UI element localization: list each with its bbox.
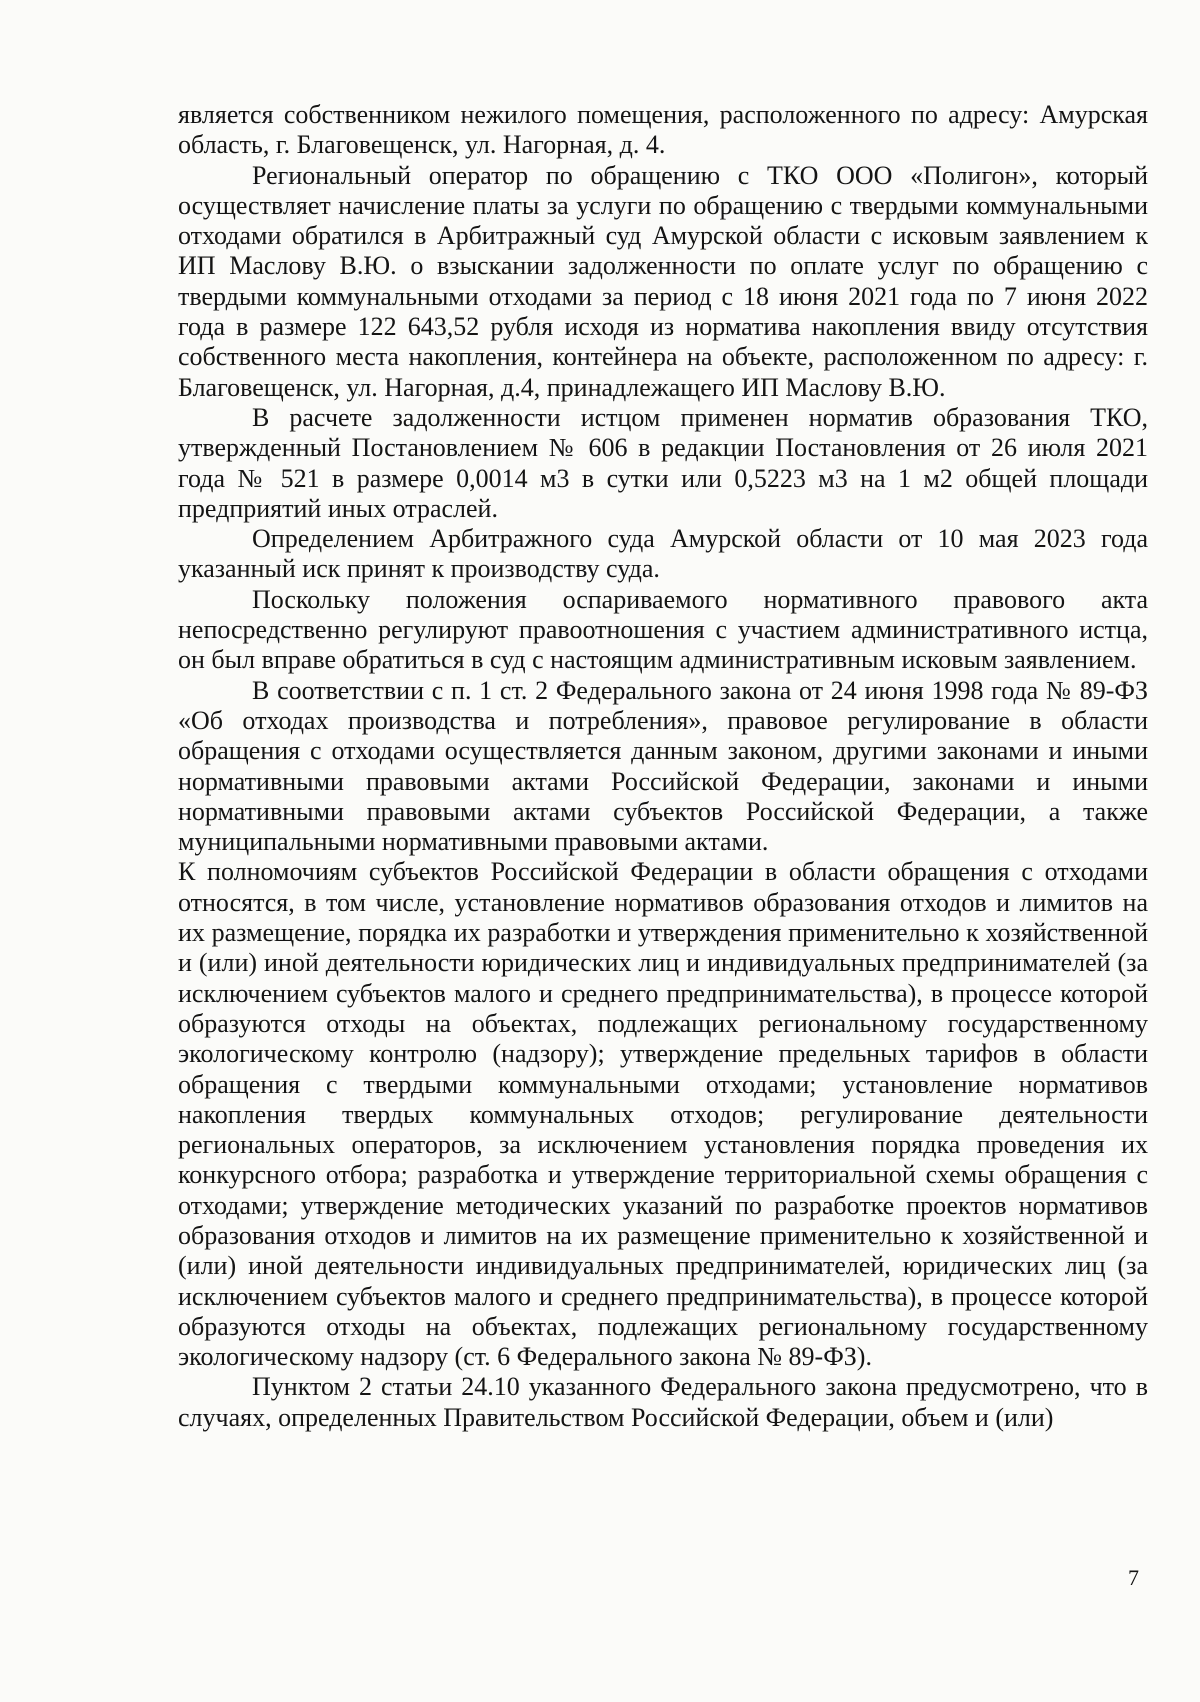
paragraph-federal-law: В соответствии с п. 1 ст. 2 Федерального закона от 24 июня 1998 года № 89-ФЗ «Об отходах производства и потребления», правовое регулирование в области обращения с отходами осуществляется данным законом, другими законами и иными нормативными правовыми актами Российской Федерации, законами и иными нормативными правовыми актами субъектов Российской Федерации, а также муниципальными нормативными правовыми актами. bbox=[178, 675, 1148, 857]
paragraph-regional-powers: К полномочиям субъектов Российской Федерации в области обращения с отходами относятся, в том числе, установление нормативов образования отходов и лимитов на их размещение, порядка их разработки и утверждения применительно к хозяйственной и (или) иной деятельности юридических лиц и индивидуальных предпринимателей (за исключением субъектов малого и среднего предпринимательства), в процессе которой образуются отходы на объектах, подлежащих региональному государственному экологическому контролю (надзору); утверждение предельных тарифов в области обращения с твердыми коммунальными отходами; установление нормативов накопления твердых коммунальных отходов; регулирование деятельности региональных операторов, за исключением установления порядка проведения их конкурсного отбора; разработка и утверждение территориальной схемы обращения с отходами; утверждение методических указаний по разработке проектов нормативов образования отходов и лимитов на их размещение применительно к хозяйственной и (или) иной деятельности индивидуальных предпринимателей, юридических лиц (за исключением субъектов малого и среднего предпринимательства), в процессе которой образуются отходы на объектах, подлежащих региональному государственному экологическому надзору (ст. 6 Федерального закона № 89-ФЗ). bbox=[178, 857, 1148, 1372]
paragraph-standing: Поскольку положения оспариваемого нормативного правового акта непосредственно регулируют правоотношения с участием административного истца, он был вправе обратиться в суд с настоящим административным исковым заявлением. bbox=[178, 584, 1148, 675]
document-body bbox=[178, 100, 1148, 1433]
paragraph-court-ruling: Определением Арбитражного суда Амурской области от 10 мая 2023 года указанный иск принят к производству суда. bbox=[178, 524, 1148, 584]
page-number: 7 bbox=[1128, 1565, 1139, 1590]
paragraph-article-24-10: Пунктом 2 статьи 24.10 указанного Федерального закона предусмотрено, что в случаях, определенных Правительством Российской Федерации, объем и (или) bbox=[178, 1372, 1148, 1432]
paragraph-regional-operator: Региональный оператор по обращению с ТКО ООО «Полигон», который осуществляет начисление платы за услуги по обращению с твердыми коммунальными отходами обратился в Арбитражный суд Амурской области с исковым заявлением к ИП Маслову В.Ю. о взыскании задолженности по оплате услуг по обращению с твердыми коммунальными отходами за период с 18 июня 2021 года по 7 июня 2022 года в размере 122 643,52 рубля исходя из норматива накопления ввиду отсутствия собственного места накопления, контейнера на объекте, расположенном по адресу: г. Благовещенск, ул. Нагорная, д.4, принадлежащего ИП Маслову В.Ю. bbox=[178, 160, 1148, 402]
paragraph-continuation: является собственником нежилого помещения, расположенного по адресу: Амурская область, г. Благовещенск, ул. Нагорная, д. 4. bbox=[178, 100, 1148, 160]
paragraph-debt-calculation: В расчете задолженности истцом применен норматив образования ТКО, утвержденный Постановлением № 606 в редакции Постановления от 26 июля 2021 года № 521 в размере 0,0014 м3 в сутки или 0,5223 м3 на 1 м2 общей площади предприятий иных отраслей. bbox=[178, 402, 1148, 523]
